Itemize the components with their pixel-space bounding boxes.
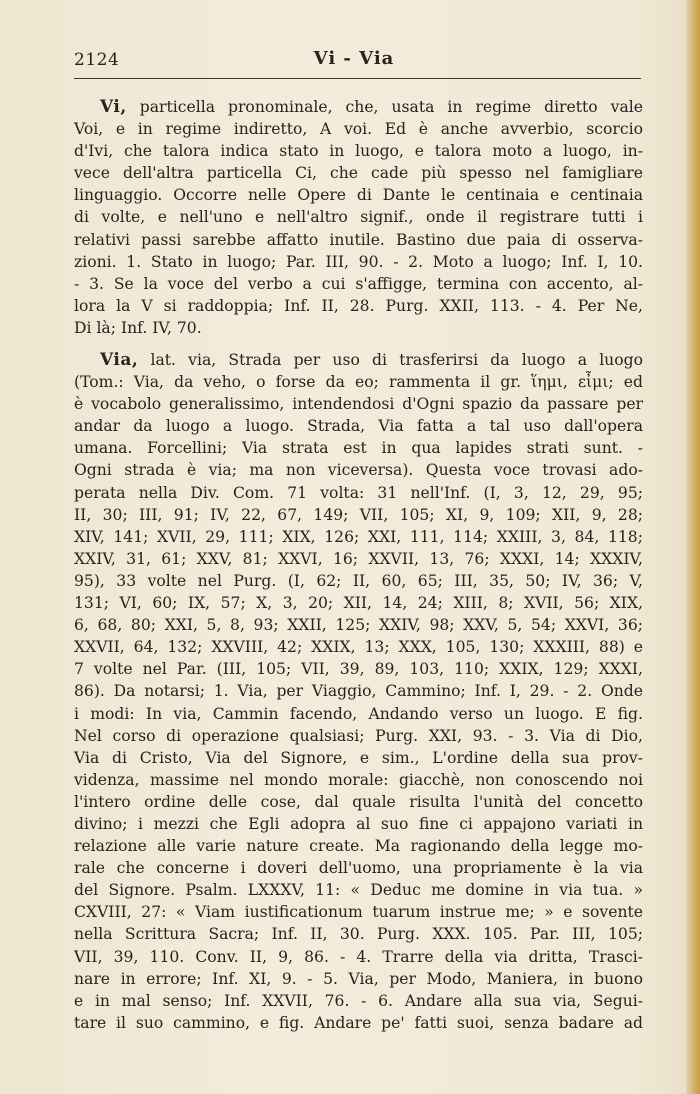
entry-line: relazione alle varie nature create. Ma ragionando della legge mo-	[74, 837, 643, 856]
entry-line: II, 30; III, 91; IV, 22, 67, 149; VII, 105; XI, 9, 109; XII, 9, 28;	[74, 505, 643, 524]
entry-line: Via di Cristo, Via del Signore, e sim., L'ordine della sua prov-	[74, 748, 643, 767]
header-rule	[74, 78, 641, 79]
entry-line: 7 volte nel Par. (III, 105; VII, 39, 89, 103, 110; XXIX, 129; XXXI,	[74, 660, 643, 679]
entry-line: Ogni strada è via; ma non viceversa). Questa voce trovasi ado-	[74, 461, 643, 480]
entry-line: tare il suo cammino, e fig. Andare pe' fatti suoi, senza badare ad	[74, 1013, 643, 1032]
entry-line: 95), 33 volte nel Purg. (I, 62; II, 60, 65; III, 35, 50; IV, 36; V,	[74, 571, 643, 590]
entry-line: - 3. Se la voce del verbo a cui s'affigge, termina con accento, al-	[74, 274, 643, 293]
headword: Via,	[100, 350, 139, 370]
entry-line: relativi passi sarebbe affatto inutile. Bastino due paia di osserva-	[74, 230, 643, 249]
entry-line: Via, lat. via, Strada per uso di trasferirsi da luogo a luogo	[100, 350, 643, 370]
entry-line: divino; i mezzi che Egli adopra al suo fine ci appajono variati in	[74, 814, 643, 833]
page-header	[74, 48, 634, 78]
entry-line: Vi, particella pronominale, che, usata in regime diretto vale	[100, 97, 643, 117]
entry-line: nare in errore; Inf. XI, 9. - 5. Via, per Modo, Maniera, in buono	[74, 969, 643, 988]
entry-line: andar da luogo a luogo. Strada, Via fatta a tal uso dall'opera	[74, 417, 643, 436]
entry-line: di volte, e nell'uno e nell'altro signif., onde il registrare tutti i	[74, 208, 643, 227]
entry-line: del Signore. Psalm. LXXXV, 11: « Deduc me domine in via tua. »	[74, 881, 643, 900]
entry-line: (Tom.: Via, da veho, o forse da eo; rammenta il gr. ἵημι, εἶμι; ed	[74, 373, 643, 392]
entry-line: linguaggio. Occorre nelle Opere di Dante le centinaia e centinaia	[74, 186, 643, 205]
dictionary-entry-vi	[74, 96, 643, 339]
entry-line: nella Scrittura Sacra; Inf. II, 30. Purg. XXX. 105. Par. III, 105;	[74, 925, 643, 944]
entry-line: XXVII, 64, 132; XXVIII, 42; XXIX, 13; XXX, 105, 130; XXXIII, 88) e	[74, 638, 643, 657]
entry-line: l'intero ordine delle cose, dal quale risulta l'unità del concetto	[74, 792, 643, 811]
entry-line: 131; VI, 60; IX, 57; X, 3, 20; XII, 14, 24; XIII, 8; XVII, 56; XIX,	[74, 594, 643, 613]
entry-line: d'Ivi, che talora indica stato in luogo, e talora moto a luogo, in-	[74, 142, 643, 161]
entry-line: e in mal senso; Inf. XXVII, 76. - 6. Andare alla sua via, Segui-	[74, 991, 643, 1010]
entry-line: XIV, 141; XVII, 29, 111; XIX, 126; XXI, 111, 114; XXIII, 3, 84, 118;	[74, 527, 643, 546]
dictionary-entry-via	[74, 349, 643, 1034]
entry-line: i modi: In via, Cammin facendo, Andando verso un luogo. E fig.	[74, 704, 643, 723]
headword: Vi,	[100, 97, 127, 117]
entry-line: CXVIII, 27: « Viam iustificationum tuarum instrue me; » e sovente	[74, 903, 643, 922]
entry-line: è vocabolo generalissimo, intendendosi d'Ogni spazio da passare per	[74, 395, 643, 414]
entry-line: perata nella Div. Com. 71 volta: 31 nell'Inf. (I, 3, 12, 29, 95;	[74, 483, 643, 502]
entry-line: videnza, massime nel mondo morale: giacchè, non conoscendo noi	[74, 770, 643, 789]
entry-line: Di là; Inf. IV, 70.	[74, 318, 202, 337]
entry-line: Voi, e in regime indiretto, A voi. Ed è anche avverbio, scorcio	[74, 120, 643, 139]
entry-line: vece dell'altra particella Ci, che cade più spesso nel famigliare	[74, 164, 643, 183]
entry-line: lora la V si raddoppia; Inf. II, 28. Purg. XXII, 113. - 4. Per Ne,	[74, 296, 643, 315]
entry-line: Nel corso di operazione qualsiasi; Purg. XXI, 93. - 3. Via di Dio,	[74, 726, 643, 745]
entry-line: zioni. 1. Stato in luogo; Par. III, 90. - 2. Moto a luogo; Inf. I, 10.	[74, 252, 643, 271]
entry-line: umana. Forcellini; Via strata est in qua lapides strati sunt. -	[74, 439, 643, 458]
page-edge	[686, 0, 700, 1094]
entry-line: rale che concerne i doveri dell'uomo, una propriamente è la via	[74, 859, 643, 878]
entry-line: 86). Da notarsi; 1. Via, per Viaggio, Cammino; Inf. I, 29. - 2. Onde	[74, 682, 643, 701]
entry-line: XXIV, 31, 61; XXV, 81; XXVI, 16; XXVII, 13, 76; XXXI, 14; XXXIV,	[74, 549, 643, 568]
page-number: 2124	[74, 50, 120, 70]
entry-line: VII, 39, 110. Conv. II, 9, 86. - 4. Trarre della via dritta, Trasci-	[74, 947, 643, 966]
entry-line: 6, 68, 80; XXI, 5, 8, 93; XXII, 125; XXIV, 98; XXV, 5, 54; XXVI, 36;	[74, 616, 643, 635]
running-title: Vi - Via	[313, 48, 395, 69]
